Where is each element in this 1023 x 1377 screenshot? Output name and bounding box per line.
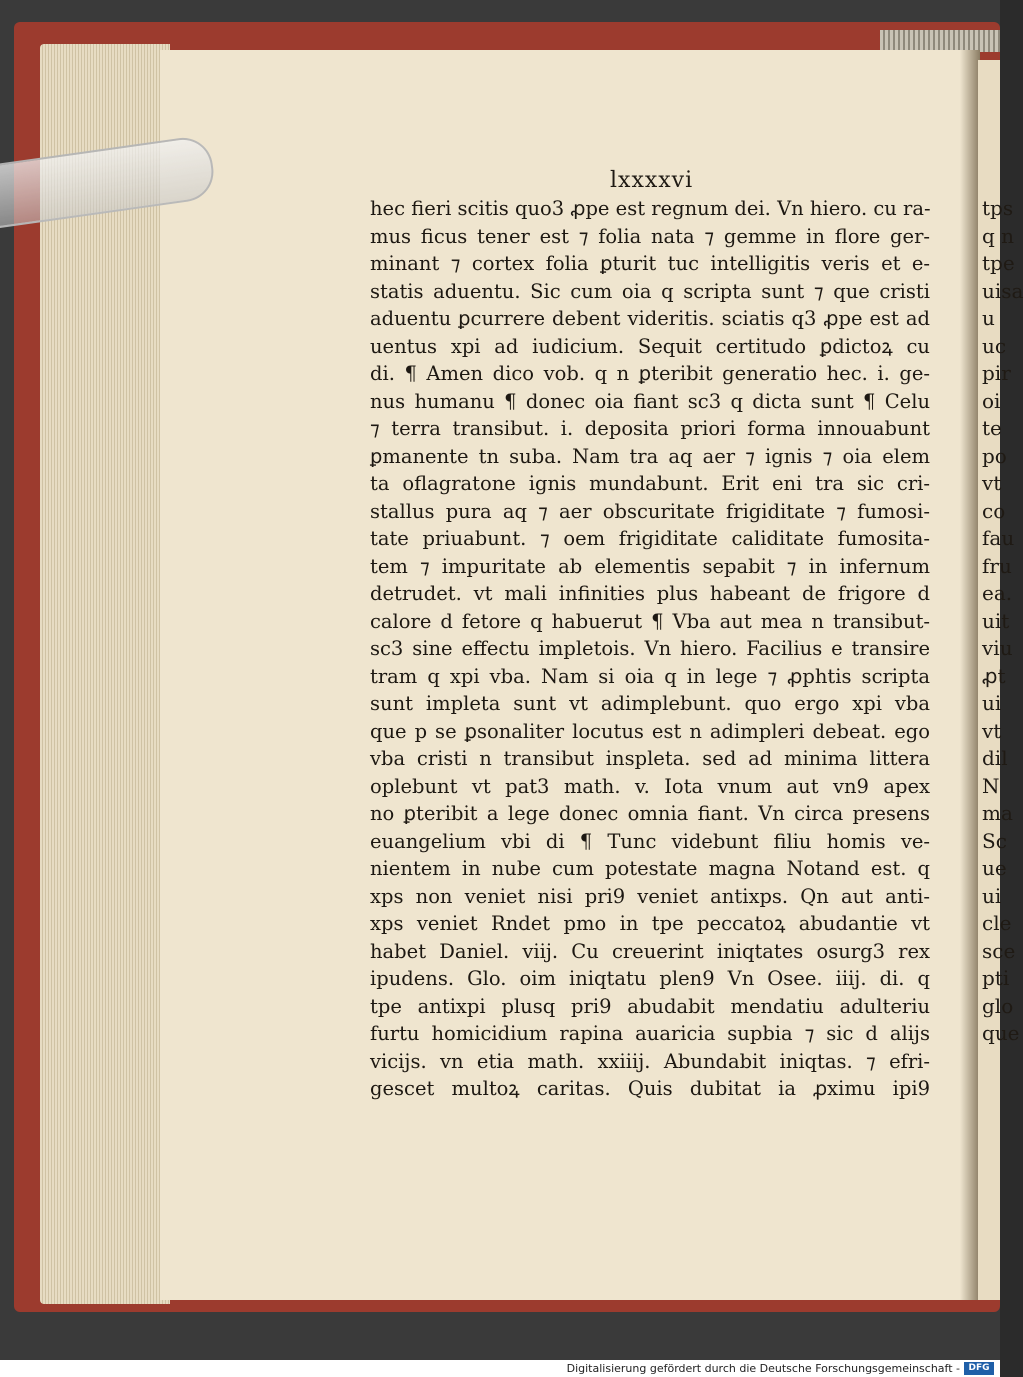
- text-line: uentus xpi ad iudicium. Sequit certitudo ꝑdictoꝝ cu: [370, 334, 930, 358]
- text-line: ꝑmanente tn suba. Nam tra aq aer ⁊ ignis ⁊ oia elem: [370, 444, 930, 468]
- text-line: tate priuabunt. ⁊ oem frigiditate caliditate fumosita-: [370, 527, 930, 550]
- text-line: ⁊ terra transibut. i. deposita priori forma innouabunt: [370, 417, 930, 440]
- text-line: mus ficus tener est ⁊ folia nata ⁊ gemme in flore ger-: [370, 224, 930, 248]
- page-edges: [40, 44, 170, 1304]
- right-page-fragment: ma: [982, 801, 1013, 825]
- text-line: no ꝑteribit a lege donec omnia fiant. Vn circa presens: [370, 802, 930, 825]
- footer-credit: Digitalisierung gefördert durch die Deutsche Forschungsgemeinschaft -: [566, 1362, 960, 1375]
- text-line: sunt impleta sunt vt adimplebunt. quo ergo xpi vba: [370, 692, 930, 715]
- gutter-shadow: [960, 50, 980, 1300]
- right-page-fragment: ea.: [982, 581, 1013, 605]
- text-line: habet Daniel. viij. Cu creuerint iniqtates osurg3 rex: [370, 939, 930, 963]
- text-line: tpe antixpi plusq pri9 abudabit mendatiu adulteriu: [370, 994, 930, 1018]
- folio-number: lxxxxvi: [610, 168, 694, 193]
- right-page-fragment: fau: [982, 526, 1015, 550]
- right-page-fragment: ui: [982, 691, 1002, 715]
- text-line: que p se ꝑsonaliter locutus est n adimpleri debeat. ego: [370, 719, 930, 743]
- right-page-fragment: co: [982, 498, 1006, 523]
- right-page-fragment: dil: [982, 746, 1008, 770]
- right-page-fragment: sce: [982, 938, 1016, 963]
- right-page-fragment: ui: [982, 883, 1002, 908]
- right-page-fragment: uc: [982, 333, 1007, 358]
- text-line: hec fieri scitis quo3 ꝓpe est regnum dei. Vn hiero. cu ra-: [370, 197, 931, 220]
- text-line: detrudet. vt mali infinities plus habeant de frigore d: [370, 582, 930, 605]
- right-page-fragment: fru: [982, 553, 1012, 578]
- right-page-fragment: viu: [982, 636, 1013, 660]
- top-binding-strip: [880, 30, 1000, 52]
- text-line: aduentu ꝑcurrere debent videritis. sciatis q3 ꝓpe est ad: [370, 307, 930, 330]
- footer-bar: [0, 1360, 1000, 1377]
- right-page-fragment: cle: [982, 911, 1012, 935]
- text-line: vicijs. vn etia math. xxiiij. Abundabit iniqtas. ⁊ efri-: [370, 1049, 930, 1073]
- text-line: tem ⁊ impuritate ab elementis sepabit ⁊ in infernum: [370, 554, 930, 578]
- right-page-fragment: po: [982, 443, 1007, 468]
- right-page-fragment: uisa: [982, 278, 1023, 303]
- text-line: nientem in nube cum potestate magna Notand est. q: [370, 857, 930, 880]
- text-line: ipudens. Glo. oim iniqtatu plen9 Vn Osee. iiij. di. q: [370, 967, 930, 990]
- text-line: stallus pura aq ⁊ aer obscuritate frigiditate ⁊ fumosi-: [370, 499, 930, 523]
- right-page-fragment: Sc: [982, 828, 1007, 853]
- text-line: xps non veniet nisi pri9 veniet antixps. Qn aut anti-: [370, 884, 930, 908]
- right-page-fragment: vt: [982, 471, 1002, 495]
- right-page-fragment: glo: [982, 993, 1014, 1018]
- right-page-fragment: pti: [982, 966, 1010, 990]
- right-page-fragment: oi: [982, 388, 1001, 413]
- text-line: nus humanu ¶ donec oia fiant sc3 q dicta sunt ¶ Celu: [370, 389, 930, 413]
- text-line: oplebunt vt pat3 math. v. Iota vnum aut vn9 apex: [370, 774, 930, 798]
- text-line: euangelium vbi di ¶ Tunc videbunt filiu homis ve-: [370, 829, 930, 853]
- text-line: ta oflagratone ignis mundabunt. Erit eni tra sic cri-: [370, 472, 930, 495]
- right-page-fragment: N: [982, 773, 1000, 798]
- right-page-fragment: tps: [982, 196, 1014, 220]
- text-line: statis aduentu. Sic cum oia q scripta sunt ⁊ que cristi: [370, 279, 930, 303]
- right-page-fragment: te: [982, 416, 1002, 440]
- text-line: gescet multoꝝ caritas. Quis dubitat ia ꝓximu ipi9: [370, 1077, 930, 1100]
- dfg-logo-icon: DFG: [964, 1362, 994, 1375]
- text-line: minant ⁊ cortex folia ꝑturit tuc intelligitis veris et e-: [370, 252, 930, 275]
- text-line: tram q xpi vba. Nam si oia q in lege ⁊ ꝓphtis scripta: [370, 664, 930, 688]
- main-text-block: [370, 195, 930, 1103]
- text-line: di. ¶ Amen dico vob. q n ꝑteribit generatio hec. i. ge-: [370, 362, 930, 385]
- right-page-fragment: q n: [982, 223, 1015, 248]
- text-line: sc3 sine effectu impletois. Vn hiero. Facilius e transire: [370, 637, 930, 660]
- right-page-fragment: tpe: [982, 251, 1015, 275]
- right-page-fragment: que: [982, 1021, 1020, 1045]
- right-page-fragment: uit: [982, 608, 1010, 633]
- text-line: xps veniet Rndet pmo in tpe peccatoꝝ abudantie vt: [370, 912, 930, 935]
- right-page-text: [982, 195, 1023, 1048]
- right-page-fragment: ue: [982, 856, 1007, 880]
- right-page-fragment: ꝓt: [982, 663, 1006, 688]
- text-line: calore d fetore q habuerut ¶ Vba aut mea n transibut-: [370, 609, 930, 633]
- right-page-fragment: vt: [982, 718, 1002, 743]
- text-line: vba cristi n transibut inspleta. sed ad minima littera: [370, 747, 930, 770]
- text-line: furtu homicidium rapina auaricia supbia ⁊ sic d alijs: [370, 1022, 930, 1045]
- right-page-fragment: pir: [982, 361, 1011, 385]
- right-page-fragment: u: [982, 306, 995, 330]
